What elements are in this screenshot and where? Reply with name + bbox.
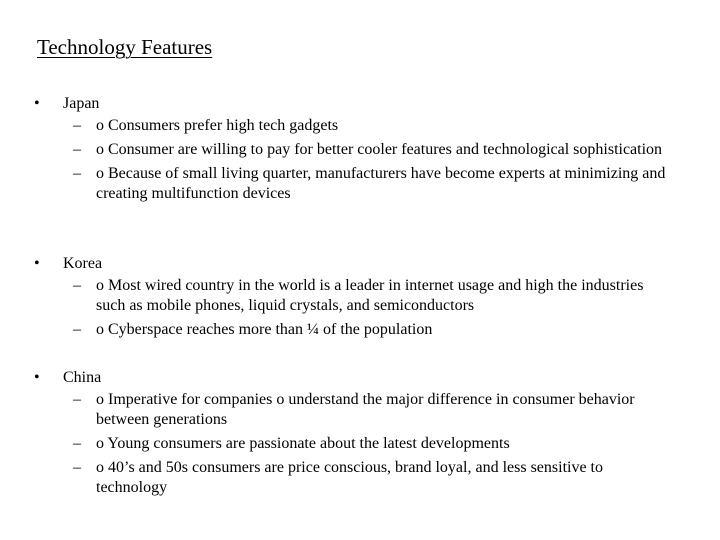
list-item-text: o 40’s and 50s consumers are price conscious, brand loyal, and less sensitive to technology	[96, 459, 603, 496]
list-item	[0, 458, 720, 498]
section-japan	[0, 92, 720, 208]
list-item-text: o Consumer are willing to pay for better cooler features and technological sophistication	[96, 141, 663, 158]
list-item	[0, 434, 720, 454]
bullet-row	[0, 252, 720, 276]
list-item	[0, 116, 720, 136]
list-item	[0, 140, 720, 160]
list-item	[0, 276, 720, 316]
section-label: China	[63, 369, 102, 386]
dash-icon: –	[73, 141, 81, 158]
dash-icon: –	[73, 459, 81, 476]
bullet-row	[0, 92, 720, 116]
list-item	[0, 320, 720, 340]
list-item-text: o Because of small living quarter, manufacturers have become experts at minimizing and creating multifunction devices	[96, 165, 666, 202]
list-item-text: o Imperative for companies o understand the major difference in consumer behavior between generations	[96, 391, 635, 428]
dash-icon: –	[73, 321, 81, 338]
list-item	[0, 390, 720, 430]
dash-icon: –	[73, 391, 81, 408]
dash-icon: –	[73, 165, 81, 182]
bullet-icon: •	[34, 255, 40, 272]
section-label: Japan	[63, 95, 100, 112]
section-korea	[0, 252, 720, 344]
list-item-text: o Young consumers are passionate about the latest developments	[96, 435, 510, 452]
dash-icon: –	[73, 117, 81, 134]
list-item-text: o Consumers prefer high tech gadgets	[96, 117, 339, 134]
section-china	[0, 366, 720, 502]
bullet-icon: •	[34, 369, 40, 386]
slide-title: Technology Features	[37, 35, 213, 59]
list-item-text: o Most wired country in the world is a leader in internet usage and high the industries such as mobile phones, liquid crystals, and semiconductors	[96, 277, 644, 314]
list-item-text: o Cyberspace reaches more than ¼ of the population	[96, 321, 433, 338]
list-item	[0, 164, 720, 204]
section-label: Korea	[63, 255, 103, 272]
bullet-icon: •	[34, 95, 40, 112]
dash-icon: –	[73, 435, 81, 452]
bullet-row	[0, 366, 720, 390]
dash-icon: –	[73, 277, 81, 294]
